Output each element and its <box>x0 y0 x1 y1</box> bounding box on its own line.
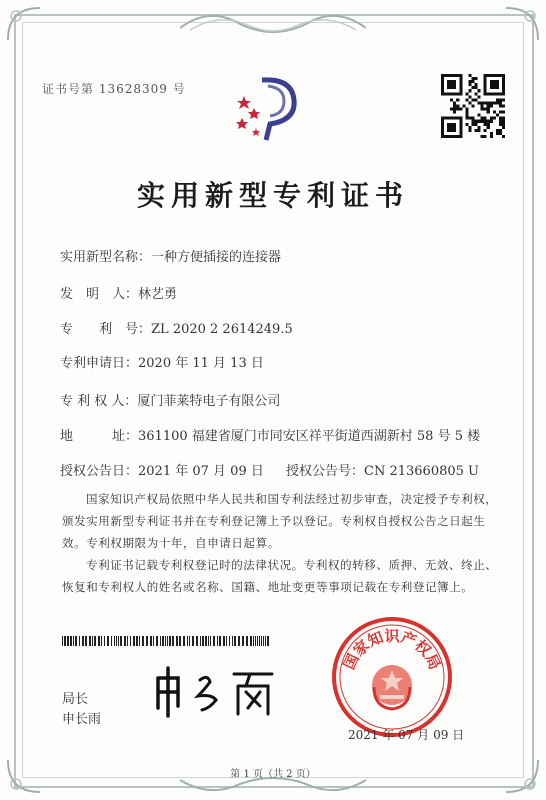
ornament-top <box>180 6 366 36</box>
inventor-value: 林艺勇 <box>138 287 178 302</box>
certificate-number-suffix: 号 <box>172 82 186 96</box>
grant-date-row <box>60 460 264 479</box>
utility-model-name-row <box>60 246 281 265</box>
legal-status-paragraph: 专利证书记载专利权登记时的法律状况。专利权的转移、质押、无效、终止、恢复和专利权人的姓名或名称、国籍、地址变更等事项记载在专利登记簿上。 <box>62 558 498 594</box>
ornament-corner-tr <box>502 4 542 44</box>
grant-date-label: 授权公告日： <box>60 464 139 479</box>
patent-number-value: ZL 2020 2 2614249.5 <box>151 322 293 337</box>
signatory-title: 局长 <box>62 692 89 707</box>
certificate-title: 实用新型专利证书 <box>136 179 409 212</box>
signatory-name: 申长雨 <box>62 712 102 727</box>
certificate-number-value: 13628309 <box>98 82 168 96</box>
filing-date-row <box>60 352 264 371</box>
address-row <box>60 425 480 444</box>
filing-date-label: 专利申请日： <box>60 356 139 371</box>
grant-number-label: 授权公告号： <box>286 464 365 479</box>
certificate-number-label: 证书号第 <box>42 82 95 96</box>
grant-statement-paragraph: 国家知识产权局依照中华人民共和国专利法经过初步审查，决定授予专利权，颁发实用新型专利证书并在专利登记簿上予以登记。专利权自授权公告之日起生效。专利权期限为十年，自申请日起算。 <box>62 492 498 550</box>
official-seal <box>330 615 454 739</box>
inventor-label: 发 明 人： <box>60 287 139 302</box>
qr-code <box>441 74 505 138</box>
seal-text: 国家知识产权局 <box>339 627 445 673</box>
certificate-number <box>42 80 186 97</box>
address-label: 地 址： <box>60 429 139 444</box>
grant-number-row <box>286 460 479 479</box>
cnipa-logo-icon <box>232 74 302 144</box>
patent-number-label: 专 利 号： <box>60 322 152 337</box>
handwritten-signature <box>150 660 280 720</box>
address-value: 361100 福建省厦门市同安区祥平街道西湖新村 58 号 5 楼 <box>138 429 481 444</box>
grant-number-value: CN 213660805 U <box>364 464 479 479</box>
ornament-corner-tl <box>4 4 44 44</box>
inventor-row <box>60 283 177 302</box>
utility-model-name-label: 实用新型名称： <box>60 250 152 265</box>
filing-date-value: 2020 年 11 月 13 日 <box>138 356 264 371</box>
grant-date-value: 2021 年 07 月 09 日 <box>138 464 264 479</box>
patentee-label: 专 利 权 人： <box>60 394 138 409</box>
barcode-strip <box>62 636 272 646</box>
national-emblem-icon <box>372 665 412 709</box>
utility-model-name-value: 一种方便插接的连接器 <box>151 250 282 265</box>
patentee-value: 厦门菲莱特电子有限公司 <box>137 394 281 409</box>
page-indicator: 第 1 页（共 2 页） <box>230 769 316 780</box>
patentee-row <box>60 390 280 409</box>
seal-date: 2021 年 07 月 09 日 <box>348 728 465 742</box>
patent-number-row <box>60 318 293 337</box>
